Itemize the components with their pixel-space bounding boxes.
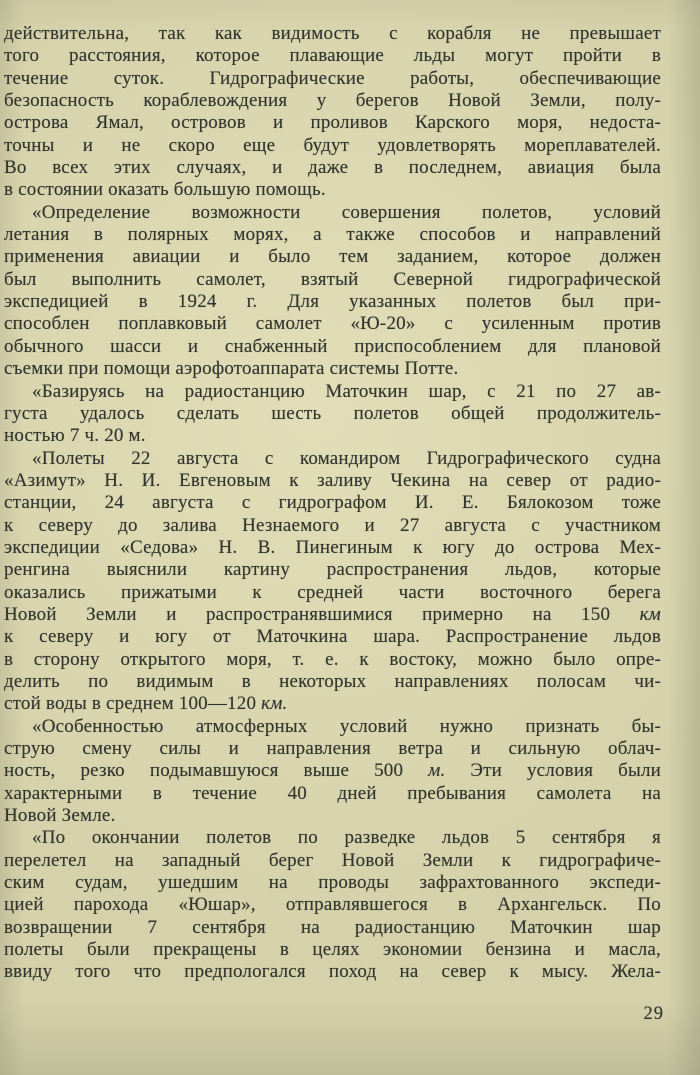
text-segment: струю смену силы и направления ветра и сильную облач- xyxy=(4,738,661,759)
text-line xyxy=(4,671,661,693)
text-line xyxy=(4,68,661,90)
text-line xyxy=(4,894,661,916)
text-segment: характерными в течение 40 дней пребывания самолета на xyxy=(4,782,661,804)
text-segment: «Определение возможности совершения полетов, условий xyxy=(32,201,661,223)
text-segment: экспедицией в 1924 г. Для указанных полетов был при- xyxy=(4,291,661,313)
text-line xyxy=(4,381,661,403)
text-line xyxy=(4,90,661,112)
text-segment: полеты были прекращены в целях экономии бензина и масла, xyxy=(4,939,661,961)
text-segment: экспедиции «Седова» Н. В. Пинегиным к югу до острова Мех- xyxy=(4,536,661,558)
text-line xyxy=(4,649,661,671)
text-line xyxy=(4,738,661,760)
text-segment: делить по видимым в некоторых направлениях полосам чи- xyxy=(4,670,661,692)
text-line xyxy=(4,269,661,291)
text-line xyxy=(4,850,661,872)
text-line xyxy=(4,448,661,470)
text-segment: возвращении 7 сентября на радиостанцию Маточкин шар xyxy=(4,916,661,938)
text-segment: к северу и югу от Маточкина шара. Распространение льдов xyxy=(4,626,661,648)
text-segment: Новой Земле. xyxy=(4,805,116,827)
text-line xyxy=(4,917,661,939)
text-line xyxy=(4,202,661,224)
text-line xyxy=(4,961,661,983)
text-segment: густа удалось сделать шесть полетов общей продолжитель- xyxy=(4,402,661,424)
text-segment: действительна, так как видимость с корабля не превышает xyxy=(4,23,661,44)
unit-italic: м. xyxy=(428,760,446,782)
text-segment: течение суток. Гидрографические работы, обеспечивающие xyxy=(4,67,661,89)
text-segment: Во всех этих случаях, и даже в последнем, авиация была xyxy=(4,157,661,179)
text-segment: был выполнить самолет, взятый Северной гидрографической xyxy=(4,268,661,290)
text-line xyxy=(4,313,661,335)
text-line xyxy=(4,45,661,67)
text-line xyxy=(4,716,661,738)
text-line xyxy=(4,872,661,894)
text-line xyxy=(4,827,661,849)
text-line xyxy=(4,805,661,827)
text-line xyxy=(4,626,661,648)
text-segment: применения авиации и было тем заданием, которое должен xyxy=(4,246,661,268)
text-segment: ностью 7 ч. 20 м. xyxy=(4,425,146,447)
unit-italic: км. xyxy=(261,693,288,715)
text-line xyxy=(4,157,661,179)
text-line xyxy=(4,559,661,581)
text-segment: стой воды в среднем 100—120 xyxy=(4,693,262,715)
text-line xyxy=(4,291,661,313)
text-line xyxy=(4,23,661,45)
text-segment: в сторону открытого моря, т. е. к востоку, можно было опре- xyxy=(4,648,661,670)
text-segment: перелетел на западный берег Новой Земли к гидрографиче- xyxy=(4,849,661,871)
text-segment: ввиду того что предпологался поход на север к мысу. Жела- xyxy=(4,961,661,983)
text-segment: точны и не скоро еще будут удовлетворять мореплавателей. xyxy=(4,134,661,156)
page-number: 29 xyxy=(643,1004,664,1024)
text-line xyxy=(4,112,661,134)
text-line xyxy=(4,403,661,425)
text-line xyxy=(4,470,661,492)
text-segment: «Полеты 22 августа с командиром Гидрографического судна xyxy=(32,447,661,469)
text-line xyxy=(4,515,661,537)
text-segment: ским судам, ушедшим на проводы зафрахтованного экспеди- xyxy=(4,872,661,894)
text-line xyxy=(4,246,661,268)
text-segment: цией парохода «Юшар», отправлявшегося в Архангельск. По xyxy=(4,894,661,916)
text-block xyxy=(4,23,661,984)
text-line xyxy=(4,537,661,559)
text-segment: острова Ямал, островов и проливов Карского моря, недоста- xyxy=(4,112,661,134)
text-segment: к северу до залива Незнаемого и 27 августа с участником xyxy=(4,514,661,536)
text-segment: обычного шасси и снабженный приспособлением для плановой xyxy=(4,335,661,357)
text-segment: «Базируясь на радиостанцию Маточкин шар, с 21 по 27 ав- xyxy=(32,380,661,402)
unit-italic: км xyxy=(639,603,661,625)
text-line xyxy=(4,135,661,157)
text-line xyxy=(4,336,661,358)
text-segment: ность, резко подымавшуюся выше 500 xyxy=(4,760,429,782)
text-segment: ренгина выяснили картину распространения льдов, которые xyxy=(4,559,661,581)
text-segment: съемки при помощи аэрофотоаппарата системы Потте. xyxy=(4,358,459,380)
text-segment: «Особенностью атмосферных условий нужно признать бы- xyxy=(32,715,661,737)
text-line xyxy=(4,425,661,447)
text-segment: станции, 24 августа с гидрографом И. Е. Бялокозом тоже xyxy=(4,492,661,514)
text-line xyxy=(4,760,661,782)
text-segment: того расстояния, которое плавающие льды могут пройти в xyxy=(4,45,661,67)
text-segment: оказались прижатыми к средней части восточного берега xyxy=(4,581,661,603)
text-line xyxy=(4,179,661,201)
text-line xyxy=(4,358,661,380)
text-segment: способлен поплавковый самолет «Ю-20» с усиленным против xyxy=(4,313,661,335)
text-segment: Новой Земли и распространявшимися примерно на 150 xyxy=(4,603,640,625)
text-segment: летания в полярных морях, а также способов и направлений xyxy=(4,224,661,246)
text-segment: «По окончании полетов по разведке льдов 5 сентября я xyxy=(32,827,661,849)
text-line xyxy=(4,604,661,626)
text-segment: «Азимут» Н. И. Евгеновым к заливу Чекина на север от радио- xyxy=(4,469,661,491)
text-line xyxy=(4,939,661,961)
text-segment: безопасность кораблевождения у берегов Новой Земли, полу- xyxy=(4,90,661,112)
text-line xyxy=(4,693,661,715)
text-segment: Эти условия были xyxy=(445,760,661,782)
text-line xyxy=(4,224,661,246)
text-line xyxy=(4,783,661,805)
text-line xyxy=(4,582,661,604)
text-line xyxy=(4,492,661,514)
text-segment: в состоянии оказать большую помощь. xyxy=(4,179,326,201)
